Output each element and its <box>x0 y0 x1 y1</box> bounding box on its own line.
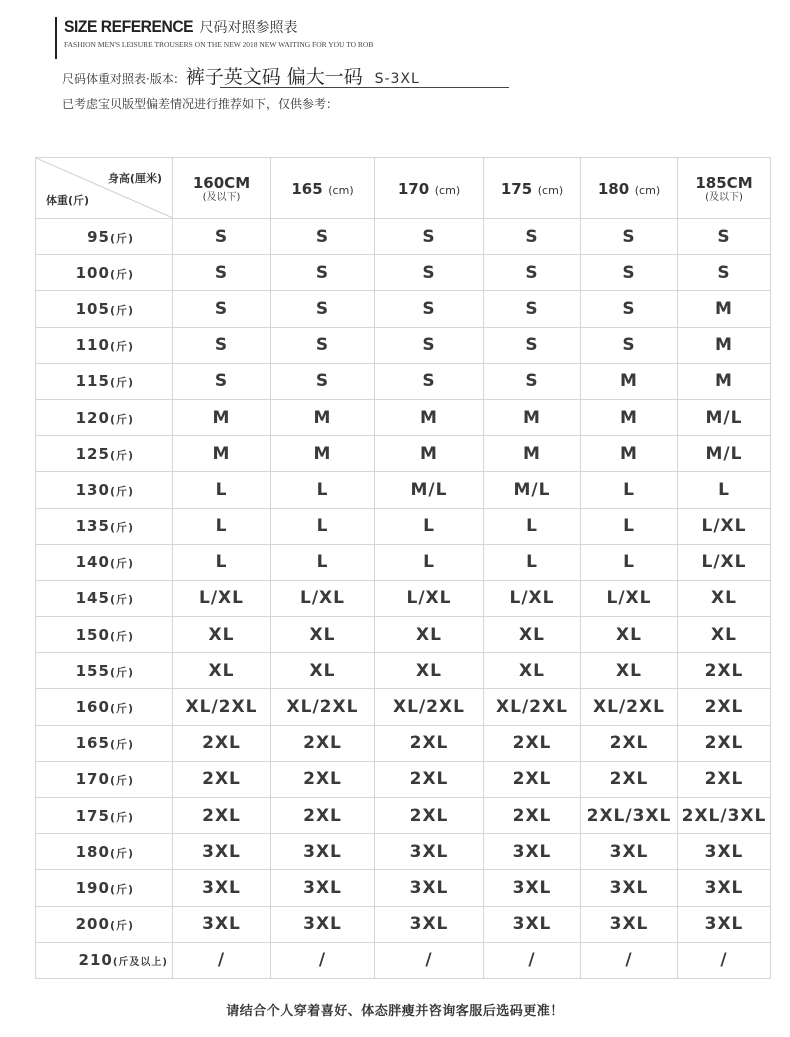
weight-cell <box>36 327 173 363</box>
weight-unit: (斤) <box>109 376 134 390</box>
weight-value: 135 <box>75 517 110 536</box>
weight-unit: (斤) <box>109 774 134 788</box>
weight-value: 160 <box>75 698 110 717</box>
size-cell: M <box>271 436 375 472</box>
table-row <box>36 363 771 399</box>
size-cell: M <box>375 399 484 435</box>
size-cell: 3XL <box>484 834 581 870</box>
weight-cell <box>36 472 173 508</box>
size-cell: S <box>173 219 271 255</box>
size-cell: L <box>581 544 678 580</box>
weight-unit: (斤) <box>109 629 134 643</box>
size-cell: L/XL <box>678 508 771 544</box>
weight-value: 130 <box>75 480 110 499</box>
size-cell: L <box>173 472 271 508</box>
size-cell: 3XL <box>173 834 271 870</box>
size-cell: 3XL <box>271 870 375 906</box>
weight-cell <box>36 436 173 472</box>
weight-unit: (斤) <box>109 231 134 245</box>
weight-cell <box>36 219 173 255</box>
weight-cell <box>36 798 173 834</box>
size-cell: M/L <box>375 472 484 508</box>
weight-axis-label: 体重(斤) <box>46 194 90 207</box>
col-header <box>581 158 678 219</box>
size-cell: M <box>271 399 375 435</box>
size-cell: / <box>173 942 271 978</box>
size-cell: M <box>581 436 678 472</box>
col-header-note: (及以下) <box>705 191 743 203</box>
size-cell: 2XL/3XL <box>581 798 678 834</box>
subtitle: FASHION MEN'S LEISURE TROUSERS ON THE NEW 2018 NEW WAITING FOR YOU TO ROB <box>64 40 374 49</box>
col-header-height: 180 <box>597 179 630 198</box>
size-cell: M <box>678 291 771 327</box>
version-range: S-3XL <box>374 71 420 87</box>
table-row <box>36 544 771 580</box>
height-axis-label: 身高(厘米) <box>107 172 162 185</box>
size-cell: L <box>173 508 271 544</box>
table-row <box>36 580 771 616</box>
table-row <box>36 255 771 291</box>
size-cell: 2XL <box>678 725 771 761</box>
version-value: 裤子英文码 偏大一码 <box>185 66 363 88</box>
size-cell: 2XL <box>678 653 771 689</box>
size-cell: 3XL <box>173 870 271 906</box>
size-cell: S <box>484 291 581 327</box>
weight-cell <box>36 942 173 978</box>
size-cell: L <box>375 508 484 544</box>
weight-cell <box>36 255 173 291</box>
table-row <box>36 399 771 435</box>
size-cell: XL <box>484 653 581 689</box>
col-header <box>375 158 484 219</box>
size-cell: 2XL <box>484 761 581 797</box>
size-cell: S <box>581 219 678 255</box>
table-row <box>36 906 771 942</box>
size-cell: S <box>375 255 484 291</box>
weight-value: 125 <box>75 444 110 463</box>
weight-value: 100 <box>75 263 110 282</box>
weight-value: 105 <box>75 299 110 318</box>
size-cell: 2XL <box>484 798 581 834</box>
weight-unit: (斤) <box>109 702 134 716</box>
size-cell: L/XL <box>484 580 581 616</box>
weight-unit: (斤及以上) <box>112 957 168 969</box>
size-cell: M/L <box>678 399 771 435</box>
size-cell: L/XL <box>375 580 484 616</box>
size-cell: M <box>484 399 581 435</box>
size-cell: 3XL <box>173 906 271 942</box>
size-cell: 2XL <box>375 725 484 761</box>
size-cell: 2XL <box>484 725 581 761</box>
size-cell: XL <box>581 653 678 689</box>
col-header-note: (及以下) <box>202 191 241 203</box>
weight-value: 155 <box>75 661 110 680</box>
weight-value: 150 <box>75 625 110 644</box>
weight-unit: (斤) <box>109 919 134 933</box>
size-cell: XL <box>678 580 771 616</box>
size-cell: / <box>678 942 771 978</box>
size-cell: 3XL <box>581 906 678 942</box>
size-cell: 2XL/3XL <box>678 798 771 834</box>
size-cell: 2XL <box>581 725 678 761</box>
size-cell: 2XL <box>678 761 771 797</box>
size-cell: 3XL <box>271 906 375 942</box>
weight-unit: (斤) <box>109 340 134 354</box>
size-cell: M <box>375 436 484 472</box>
size-cell: L/XL <box>581 580 678 616</box>
size-cell: XL <box>678 617 771 653</box>
size-cell: 3XL <box>375 870 484 906</box>
table-row <box>36 219 771 255</box>
size-cell: L <box>678 472 771 508</box>
size-cell: S <box>173 255 271 291</box>
weight-unit: (斤) <box>109 557 134 571</box>
col-header-height: 165 <box>291 179 323 198</box>
weight-cell <box>36 725 173 761</box>
col-header-unit: (cm) <box>537 183 564 197</box>
size-cell: S <box>484 363 581 399</box>
size-cell: / <box>375 942 484 978</box>
table-row <box>36 761 771 797</box>
col-header-height: 170 <box>397 179 430 198</box>
col-header-unit: (cm) <box>634 183 661 197</box>
size-cell: XL <box>375 653 484 689</box>
weight-unit: (斤) <box>109 882 134 896</box>
table-row <box>36 472 771 508</box>
size-cell: L <box>581 508 678 544</box>
size-cell: 2XL <box>375 761 484 797</box>
title-chinese: 尺码对照参照表 <box>199 20 298 36</box>
weight-value: 210 <box>78 951 113 970</box>
size-cell: L <box>271 508 375 544</box>
table-row <box>36 798 771 834</box>
size-cell: XL <box>173 617 271 653</box>
size-cell: S <box>173 363 271 399</box>
weight-value: 165 <box>75 734 110 753</box>
weight-unit: (斤) <box>109 846 134 860</box>
table-row <box>36 834 771 870</box>
size-cell: 3XL <box>375 834 484 870</box>
weight-cell <box>36 363 173 399</box>
title-english: SIZE REFERENCE <box>64 17 194 36</box>
size-cell: XL <box>271 617 375 653</box>
size-cell: M/L <box>678 436 771 472</box>
table-row <box>36 291 771 327</box>
size-cell: XL <box>484 617 581 653</box>
size-cell: S <box>375 327 484 363</box>
col-header <box>271 158 375 219</box>
size-cell: XL/2XL <box>271 689 375 725</box>
size-cell: S <box>678 219 771 255</box>
version-underline <box>220 87 509 88</box>
size-cell: L <box>271 472 375 508</box>
table-row <box>36 689 771 725</box>
weight-cell <box>36 399 173 435</box>
weight-cell <box>36 544 173 580</box>
col-header <box>173 158 271 219</box>
size-cell: L/XL <box>678 544 771 580</box>
weight-unit: (斤) <box>109 738 134 752</box>
corner-diagonal <box>36 158 173 218</box>
size-cell: L <box>484 508 581 544</box>
size-cell: L <box>271 544 375 580</box>
weight-unit: (斤) <box>109 303 134 317</box>
size-cell: M <box>173 436 271 472</box>
size-cell: 3XL <box>484 906 581 942</box>
weight-cell <box>36 508 173 544</box>
weight-value: 175 <box>75 806 110 825</box>
weight-value: 170 <box>75 770 110 789</box>
size-cell: 2XL <box>581 761 678 797</box>
weight-unit: (斤) <box>109 267 134 281</box>
weight-value: 145 <box>75 589 110 608</box>
weight-cell <box>36 653 173 689</box>
size-cell: S <box>484 327 581 363</box>
weight-cell <box>36 689 173 725</box>
weight-unit: (斤) <box>109 810 134 824</box>
size-cell: S <box>484 255 581 291</box>
size-cell: 2XL <box>678 689 771 725</box>
table-row <box>36 725 771 761</box>
weight-value: 95 <box>87 227 110 246</box>
size-cell: M <box>581 363 678 399</box>
size-cell: S <box>271 327 375 363</box>
weight-value: 190 <box>75 878 110 897</box>
title-row <box>64 17 374 38</box>
weight-unit: (斤) <box>109 521 134 535</box>
size-cell: S <box>271 363 375 399</box>
size-cell: L <box>484 544 581 580</box>
header-row <box>36 158 771 219</box>
size-cell: 2XL <box>173 798 271 834</box>
size-cell: 3XL <box>581 870 678 906</box>
size-cell: S <box>678 255 771 291</box>
size-cell: 2XL <box>173 725 271 761</box>
col-header <box>678 158 771 219</box>
weight-unit: (斤) <box>109 593 134 607</box>
size-cell: S <box>173 327 271 363</box>
footer-note: 请结合个人穿着喜好、体态胖瘦并咨询客服后选码更准！ <box>226 1004 564 1019</box>
weight-cell <box>36 580 173 616</box>
size-cell: 2XL <box>271 798 375 834</box>
size-cell: M <box>173 399 271 435</box>
size-cell: 2XL <box>375 798 484 834</box>
weight-value: 180 <box>75 842 110 861</box>
size-cell: S <box>271 291 375 327</box>
weight-value: 200 <box>75 915 110 934</box>
size-cell: S <box>375 219 484 255</box>
size-cell: L <box>581 472 678 508</box>
weight-unit: (斤) <box>109 448 134 462</box>
size-cell: S <box>375 291 484 327</box>
size-cell: L <box>173 544 271 580</box>
col-header-height: 185CM <box>695 173 753 192</box>
size-cell: XL <box>271 653 375 689</box>
size-cell: / <box>484 942 581 978</box>
size-cell: L/XL <box>173 580 271 616</box>
size-cell: 2XL <box>173 761 271 797</box>
size-cell: M <box>678 327 771 363</box>
size-cell: S <box>271 219 375 255</box>
size-cell: 3XL <box>484 870 581 906</box>
size-cell: XL/2XL <box>581 689 678 725</box>
col-header-unit: (cm) <box>434 183 461 197</box>
weight-value: 115 <box>75 372 110 391</box>
size-cell: 3XL <box>678 870 771 906</box>
size-cell: 3XL <box>678 906 771 942</box>
size-cell: M <box>678 363 771 399</box>
table-row <box>36 436 771 472</box>
table-row <box>36 653 771 689</box>
size-cell: XL/2XL <box>375 689 484 725</box>
weight-unit: (斤) <box>109 412 134 426</box>
weight-cell <box>36 906 173 942</box>
table-row <box>36 508 771 544</box>
size-cell: XL/2XL <box>484 689 581 725</box>
col-header-unit: (cm) <box>328 183 354 197</box>
size-table-body <box>36 219 771 979</box>
version-line <box>62 62 420 89</box>
size-cell: 2XL <box>271 761 375 797</box>
size-cell: S <box>581 255 678 291</box>
weight-value: 110 <box>75 336 110 355</box>
table-row <box>36 870 771 906</box>
weight-value: 140 <box>75 553 110 572</box>
size-cell: XL/2XL <box>173 689 271 725</box>
size-cell: M <box>581 399 678 435</box>
size-cell: L <box>375 544 484 580</box>
size-cell: 3XL <box>581 834 678 870</box>
size-cell: / <box>581 942 678 978</box>
size-cell: XL <box>581 617 678 653</box>
size-cell: 3XL <box>678 834 771 870</box>
size-cell: XL <box>375 617 484 653</box>
corner-cell <box>36 158 173 219</box>
size-cell: 3XL <box>375 906 484 942</box>
table-row <box>36 617 771 653</box>
size-cell: / <box>271 942 375 978</box>
size-cell: S <box>271 255 375 291</box>
weight-unit: (斤) <box>109 484 134 498</box>
weight-value: 120 <box>75 408 110 427</box>
weight-cell <box>36 617 173 653</box>
weight-cell <box>36 870 173 906</box>
col-header-height: 175 <box>500 179 533 198</box>
col-header <box>484 158 581 219</box>
size-cell: S <box>581 291 678 327</box>
size-cell: M/L <box>484 472 581 508</box>
size-cell: XL <box>173 653 271 689</box>
weight-cell <box>36 291 173 327</box>
size-cell: S <box>581 327 678 363</box>
size-cell: S <box>173 291 271 327</box>
weight-cell <box>36 834 173 870</box>
weight-cell <box>36 761 173 797</box>
size-cell: M <box>484 436 581 472</box>
table-row <box>36 942 771 978</box>
col-header-height: 160CM <box>192 173 251 192</box>
version-label: 尺码体重对照表·版本: <box>62 72 178 86</box>
size-reference-header <box>55 17 374 59</box>
size-cell: 3XL <box>271 834 375 870</box>
weight-unit: (斤) <box>109 665 134 679</box>
size-cell: L/XL <box>271 580 375 616</box>
table-row <box>36 327 771 363</box>
size-chart-table <box>35 157 771 979</box>
size-cell: 2XL <box>271 725 375 761</box>
size-cell: S <box>375 363 484 399</box>
recommendation-note: 已考虑宝贝版型偏差情况进行推荐如下，仅供参考： <box>62 97 339 111</box>
size-cell: S <box>484 219 581 255</box>
